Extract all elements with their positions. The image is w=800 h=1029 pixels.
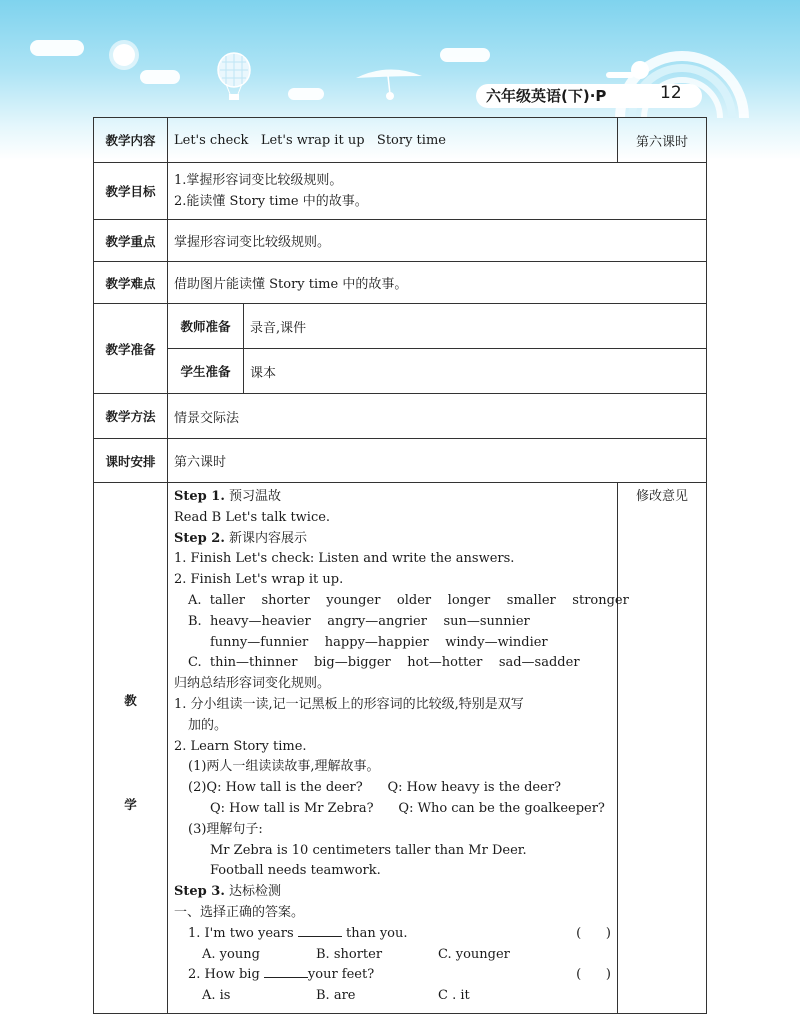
answer-bracket[interactable]: ( ) [576, 925, 611, 941]
label-method: 教学方法 [94, 394, 168, 439]
line-text: (3)理解句子: [188, 821, 263, 837]
line-text: (1)两人一组读读故事,理解故事。 [188, 759, 380, 775]
teaching-line [174, 633, 611, 654]
value-content: Let's check Let's wrap it up Story time [168, 118, 618, 163]
label-teacher-prep: 教师准备 [168, 304, 244, 349]
page-number: 12 [660, 83, 682, 103]
question-1-suffix: than you. [345, 925, 408, 941]
teaching-line [174, 508, 611, 529]
rainbow-icon [600, 8, 760, 128]
label-preparation: 教学准备 [94, 304, 168, 394]
goal-line: 1.掌握形容词变比较级规则。 [174, 173, 343, 188]
label-content: 教学内容 [94, 118, 168, 163]
step-label: Step 2. [174, 530, 225, 546]
teaching-lines [174, 487, 629, 924]
value-method: 情景交际法 [168, 394, 707, 439]
line-text: C. thin—thinner big—bigger hot—hotter sad—sadder [188, 655, 580, 671]
teaching-line [174, 799, 611, 820]
question-2 [174, 965, 611, 986]
question-1-prefix: 1. I'm two years [188, 925, 294, 941]
answer-blank[interactable] [264, 965, 308, 978]
teaching-line [174, 653, 611, 674]
label-schedule: 课时安排 [94, 439, 168, 483]
option-a: A. is [202, 988, 231, 1004]
line-text: A. taller shorter younger older longer smaller stronger [188, 592, 629, 608]
row-goals [94, 163, 707, 220]
option-b: B. shorter [316, 946, 383, 962]
teaching-line [174, 549, 611, 570]
revision-notes: 修改意见 [618, 483, 707, 1014]
row-method [94, 394, 707, 439]
option-c: C. younger [438, 946, 510, 962]
teaching-line [174, 820, 611, 841]
teaching-line [174, 591, 629, 612]
cloud-decoration [440, 48, 490, 62]
line-text: (2)Q: How tall is the deer? Q: How heavy is the deer? [188, 780, 562, 796]
question-2-suffix: your feet? [307, 967, 375, 983]
teaching-line [174, 861, 611, 882]
label-teaching [94, 483, 168, 1014]
row-content [94, 118, 707, 163]
value-difficulties: 借助图片能读懂 Story time 中的故事。 [168, 262, 707, 304]
sun-icon [113, 44, 135, 66]
row-teaching [94, 483, 707, 1014]
lesson-plan-table [93, 117, 707, 1014]
option-c: C . it [438, 988, 470, 1004]
step-label: Step 3. [174, 884, 225, 900]
question-2-options [174, 986, 611, 1007]
cloud-decoration [30, 40, 84, 56]
answer-blank[interactable] [298, 924, 342, 937]
option-a: A. young [202, 946, 260, 962]
period-label: 第六课时 [618, 118, 707, 163]
line-text: 一、选择正确的答案。 [174, 904, 305, 920]
teaching-line [174, 487, 611, 508]
option-b: B. are [316, 988, 356, 1004]
line-text: 加的。 [188, 717, 228, 733]
teaching-line [174, 841, 611, 862]
line-text: 1. Finish Let's check: Listen and write the answers. [174, 551, 515, 567]
line-text: 预习温故 [224, 489, 281, 504]
question-1 [174, 924, 611, 945]
step-label: Step 1. [174, 489, 225, 504]
line-text: 2. Learn Story time. [174, 738, 307, 754]
teaching-line [174, 882, 611, 903]
line-text: 新课内容展示 [224, 530, 307, 546]
label-key-points: 教学重点 [94, 220, 168, 262]
line-text: B. heavy—heavier angry—angrier sun—sunnier [188, 613, 530, 629]
row-key-points [94, 220, 707, 262]
cloud-decoration [288, 88, 324, 100]
question-2-prefix: 2. How big [188, 967, 260, 983]
teaching-line [174, 674, 611, 695]
goal-line: 2.能读懂 Story time 中的故事。 [174, 194, 368, 209]
teaching-content [168, 483, 629, 1014]
teaching-line [174, 757, 611, 778]
row-schedule [94, 439, 707, 483]
line-text: 归纳总结形容词变化规则。 [174, 676, 331, 692]
line-text: Football needs teamwork. [210, 863, 381, 879]
line-text: Q: How tall is Mr Zebra? Q: Who can be the goalkeeper? [210, 800, 605, 816]
row-difficulties [94, 262, 707, 304]
label-teaching-bottom: 学 [124, 797, 137, 812]
teaching-line [174, 778, 611, 799]
teaching-line [174, 737, 611, 758]
answer-bracket[interactable]: ( ) [576, 967, 611, 983]
line-text: Mr Zebra is 10 centimeters taller than Mr Deer. [210, 842, 527, 858]
teaching-line [174, 529, 611, 550]
label-teaching-top: 教 [124, 693, 137, 708]
teaching-line [174, 695, 611, 716]
value-goals [168, 163, 707, 220]
teaching-line [174, 716, 611, 737]
hot-air-balloon-icon [212, 52, 256, 102]
line-text: 达标检测 [224, 884, 281, 900]
teaching-line [174, 570, 611, 591]
teaching-line [174, 903, 611, 924]
book-title: 六年级英语(下)·P [486, 87, 607, 105]
value-schedule: 第六课时 [168, 439, 707, 483]
row-preparation-teacher [94, 304, 707, 349]
line-text: Read B Let's talk twice. [174, 509, 331, 525]
value-student-prep: 课本 [244, 349, 707, 394]
label-goals: 教学目标 [94, 163, 168, 220]
cloud-decoration [140, 70, 180, 84]
question-1-options [174, 945, 611, 966]
line-text: funny—funnier happy—happier windy—windier [210, 634, 548, 650]
value-teacher-prep: 录音,课件 [244, 304, 707, 349]
value-key-points: 掌握形容词变比较级规则。 [168, 220, 707, 262]
row-preparation-student [94, 349, 707, 394]
line-text: 1. 分小组读一读,记一记黑板上的形容词的比较级,特别是双写 [174, 696, 524, 712]
hang-glider-icon [354, 64, 424, 104]
label-difficulties: 教学难点 [94, 262, 168, 304]
label-student-prep: 学生准备 [168, 349, 244, 394]
teaching-line [174, 612, 611, 633]
line-text: 2. Finish Let's wrap it up. [174, 572, 344, 588]
